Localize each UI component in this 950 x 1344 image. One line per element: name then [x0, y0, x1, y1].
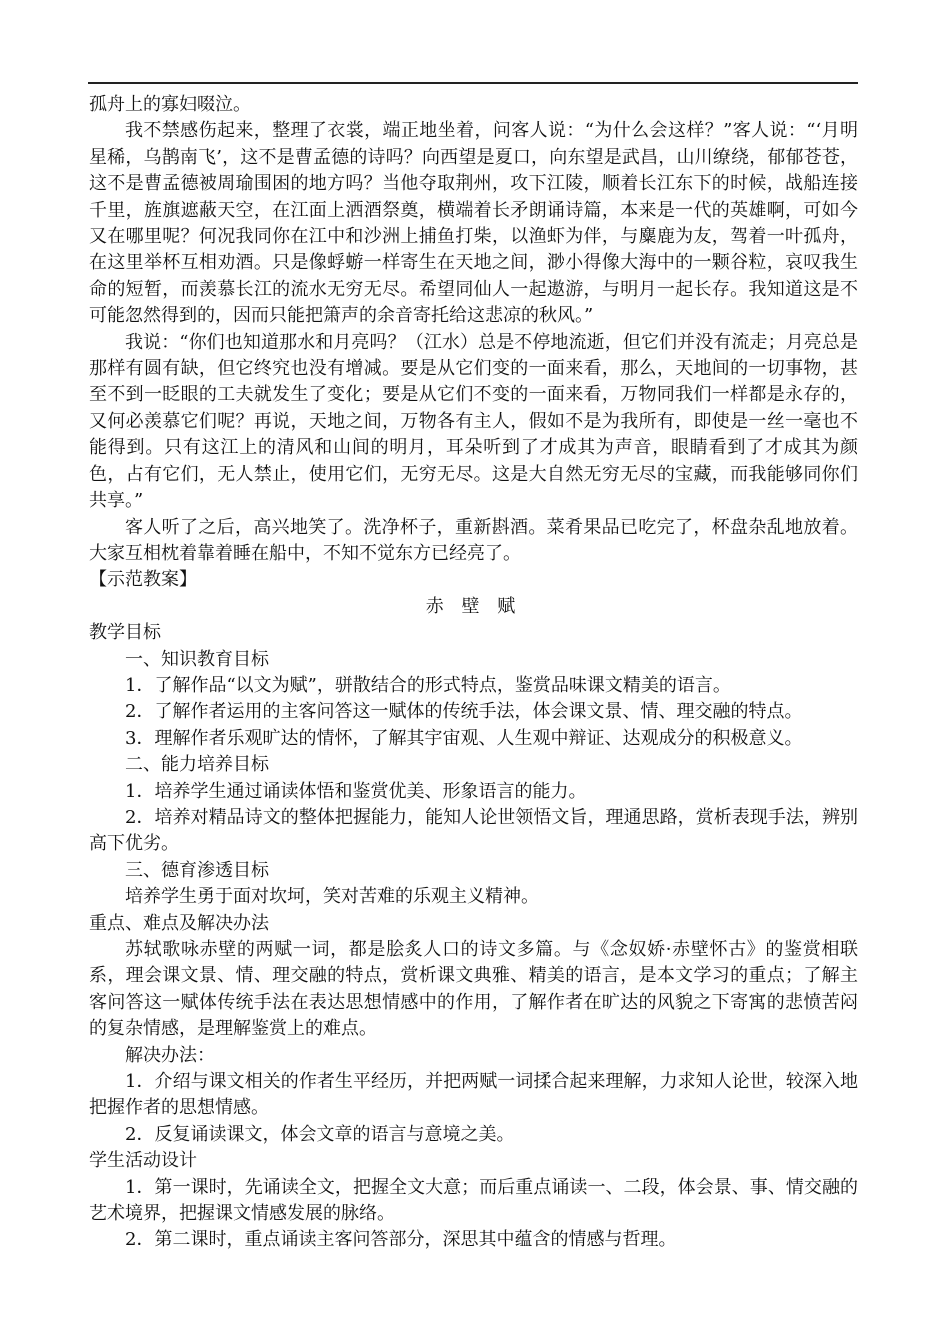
solution-item: 2．反复诵读课文，体会文章的语言与意境之美。 [125, 1123, 515, 1145]
lesson-title: 赤 壁 赋 [425, 595, 522, 617]
solution-heading: 解决办法： [125, 1044, 215, 1066]
moral-text: 培养学生勇于面对坎坷，笑对苦难的乐观主义精神。 [125, 886, 539, 908]
knowledge-item: 3．理解作者乐观旷达的情怀，了解其宇宙观、人生观中辩证、达观成分的积极意义。 [125, 727, 803, 749]
key-text: 苏轼歌咏赤壁的两赋一词，都是脍炙人口的诗文多篇。与《念奴娇·赤壁怀古》的鉴赏相联系，理会课文景、情、理交融的特点，赏析课文典雅、精美的语言，是本文学习的重点；了解主客问答这一赋体传统手法在表达思想情感中的作用，了解作者在旷达的风貌之下寄寓的悲愤苦闷的复杂情感，是理解鉴赏上的难点。 [89, 939, 858, 1040]
translation-paragraph-4: 客人听了之后，高兴地笑了。洗净杯子，重新斟酒。菜肴果品已吃完了，杯盘杂乱地放着。大家互相枕着靠着睡在船中，不知不觉东方已经亮了。 [89, 516, 858, 564]
document-body [89, 92, 858, 1254]
knowledge-item: 1．了解作品“以文为赋”，骈散结合的形式特点，鉴赏品味课文精美的语言。 [125, 674, 731, 696]
activity-item: 2．第二课时，重点诵读主客问答部分，深思其中蕴含的情感与哲理。 [125, 1229, 677, 1251]
activity-heading: 学生活动设计 [89, 1150, 197, 1172]
key-heading: 重点、难点及解决办法 [89, 912, 269, 934]
ability-item: 2．培养对精品诗文的整体把握能力，能知人论世领悟文旨，理通思路，赏析表现手法，辨别高下优劣。 [89, 806, 858, 855]
translation-paragraph-2: 我不禁感伤起来，整理了衣裳，端正地坐着，问客人说：“为什么会这样？”客人说：“‘月明星稀，乌鹊南飞’，这不是曹孟德的诗吗？向西望是夏口，向东望是武昌，山川缭绕，郁郁苍苍，这不是曹孟德被周瑜围困的地方吗？当他夺取荆州，攻下江陵，顺着长江东下的时候，战船连接千里，旌旗遮蔽天空，在江面上洒酒祭奠，横端着长矛朗诵诗篇，本来是一代的英雄啊，可如今又在哪里呢？何况我同你在江中和沙洲上捕鱼打柴，以渔虾为伴，与麋鹿为友，驾着一叶孤舟，在这里举杯互相劝酒。只是像蜉蝣一样寄生在天地之间，渺小得像大海中的一颗谷粒，哀叹我生命的短暂，而羡慕长江的流水无穷无尽。希望同仙人一起遨游，与明月一起长存。我知道这是不可能忽然得到的，因而只能把箫声的余音寄托给这悲凉的秋风。” [89, 120, 858, 327]
moral-heading: 三、德育渗透目标 [125, 859, 269, 881]
section-label: 【示范教案】 [89, 569, 197, 591]
header-rule [88, 82, 858, 84]
goals-heading: 教学目标 [89, 622, 161, 644]
knowledge-heading: 一、知识教育目标 [125, 648, 269, 670]
activity-item: 1．第一课时，先诵读全文，把握全文大意；而后重点诵读一、二段，体会景、事、情交融的艺术境界，把握课文情感发展的脉络。 [89, 1176, 858, 1225]
solution-item: 1．介绍与课文相关的作者生平经历，并把两赋一词揉合起来理解，力求知人论世，较深入地把握作者的思想情感。 [89, 1071, 858, 1119]
ability-heading: 二、能力培养目标 [125, 754, 269, 776]
ability-item: 1．培养学生通过诵读体悟和鉴赏优美、形象语言的能力。 [125, 780, 587, 802]
translation-line-1: 孤舟上的寡妇啜泣。 [89, 94, 251, 115]
knowledge-item: 2．了解作者运用的主客问答这一赋体的传统手法，体会课文景、情、理交融的特点。 [125, 701, 803, 723]
translation-paragraph-3: 我说：“你们也知道那水和月亮吗？（江水）总是不停地流逝，但它们并没有流走；月亮总是那样有圆有缺，但它终究也没有增减。要是从它们变的一面来看，那么，天地间的一切事物，甚至不到一眨眼的工夫就发生了变化；要是从它们不变的一面来看，万物同我们一样都是永存的，又何必羡慕它们呢？再说，天地之间，万物各有主人，假如不是为我所有，即使是一丝一毫也不能得到。只有这江上的清风和山间的明月，耳朵听到了才成其为声音，眼睛看到了才成其为颜色，占有它们，无人禁止，使用它们，无穷无尽。这是大自然无穷无尽的宝藏，而我能够同你们共享。” [89, 331, 858, 512]
